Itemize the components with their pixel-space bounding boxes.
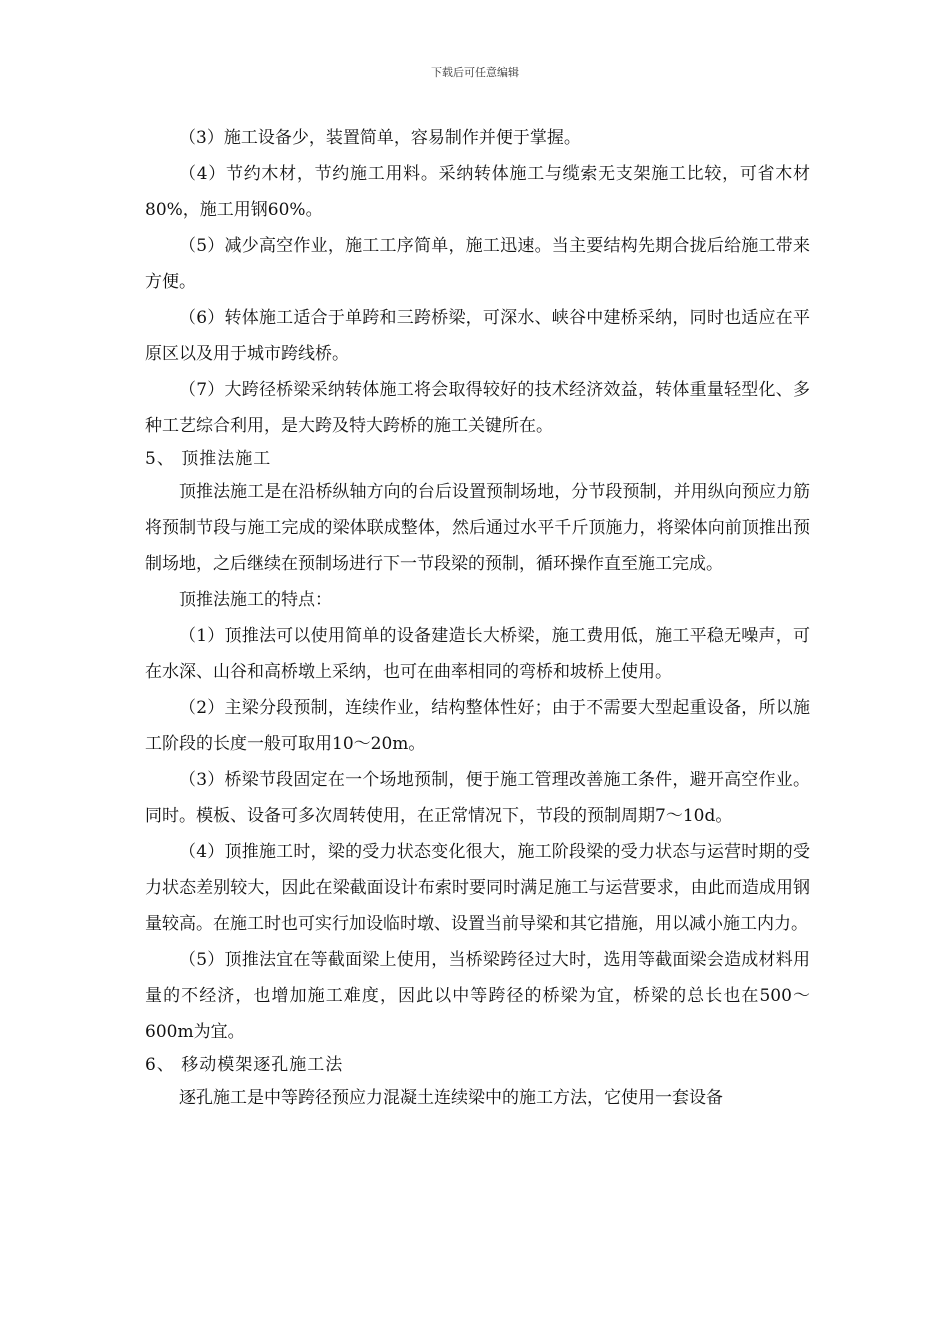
paragraph: 顶推法施工是在沿桥纵轴方向的台后设置预制场地，分节段预制，并用纵向预应力筋将预制节段与施工完成的梁体联成整体，然后通过水平千斤顶施力，将梁体向前顶推出预制场地，之后继续在预制场进行下一节段梁的预制，循环操作直至施工完成。: [145, 482, 810, 574]
section-heading: 5、 顶推法施工: [145, 449, 272, 469]
paragraph: （2）主梁分段预制，连续作业，结构整体性好；由于不需要大型起重设备，所以施工阶段的长度一般可取用10～20m。: [145, 698, 810, 754]
paragraph: （4）节约木材，节约施工用料。采纳转体施工与缆索无支架施工比较，可省木材80%，施工用钢60%。: [145, 164, 810, 220]
paragraph: （6）转体施工适合于单跨和三跨桥梁，可深水、峡谷中建桥采纳，同时也适应在平原区以及用于城市跨线桥。: [145, 308, 810, 364]
page-header: 下载后可任意编辑: [431, 66, 519, 79]
paragraph: （3）施工设备少，装置简单，容易制作并便于掌握。: [179, 128, 581, 148]
paragraph: （4）顶推施工时，梁的受力状态变化很大，施工阶段梁的受力状态与运营时期的受力状态差别较大，因此在梁截面设计布索时要同时满足施工与运营要求，由此而造成用钢量较高。在施工时也可实行加设临时墩、设置当前导梁和其它措施，用以减小施工内力。: [145, 842, 810, 934]
paragraph: 逐孔施工是中等跨径预应力混凝土连续梁中的施工方法，它使用一套设备: [179, 1088, 723, 1108]
paragraph: （5）减少高空作业，施工工序简单，施工迅速。当主要结构先期合拢后给施工带来方便。: [145, 236, 810, 292]
document-body: [145, 120, 810, 1116]
section-heading: 6、 移动模架逐孔施工法: [145, 1055, 344, 1075]
paragraph: （1）顶推法可以使用简单的设备建造长大桥梁，施工费用低，施工平稳无噪声，可在水深、山谷和高桥墩上采纳，也可在曲率相同的弯桥和坡桥上使用。: [145, 626, 810, 682]
paragraph: （7）大跨径桥梁采纳转体施工将会取得较好的技术经济效益，转体重量轻型化、多种工艺综合利用，是大跨及特大跨桥的施工关键所在。: [145, 380, 810, 436]
paragraph: （3）桥梁节段固定在一个场地预制，便于施工管理改善施工条件，避开高空作业。同时。模板、设备可多次周转使用，在正常情况下，节段的预制周期7～10d。: [145, 770, 810, 826]
paragraph: （5）顶推法宜在等截面梁上使用，当桥梁跨径过大时，选用等截面梁会造成材料用量的不经济，也增加施工难度，因此以中等跨径的桥梁为宜，桥梁的总长也在500～600m为宜。: [145, 950, 810, 1042]
paragraph: 顶推法施工的特点：: [179, 590, 332, 610]
